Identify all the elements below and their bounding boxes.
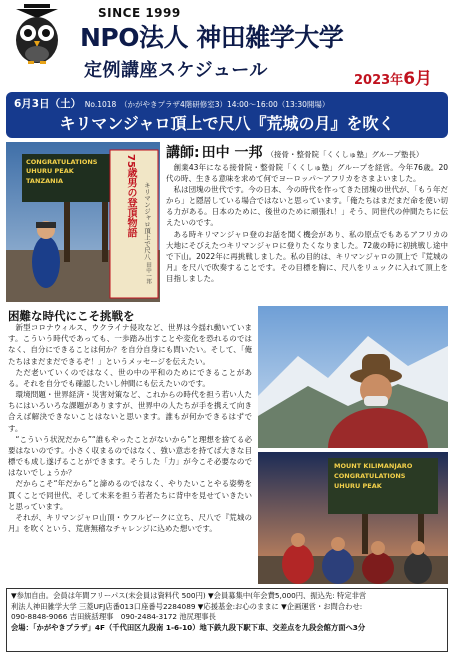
year-label: 2023年 <box>354 73 404 88</box>
since-label: SINCE 1999 <box>98 6 181 20</box>
lecture-banner <box>6 92 448 138</box>
section-heading: 困難な時代にこそ挑戦を <box>8 309 135 323</box>
body-paragraph: ただ老いていくのではなく、世の中の平和のためにできることがある。それを自分でも確認したいし仲間にも伝えたいのです。 <box>8 367 252 388</box>
lecturer-label: 講師 <box>166 145 194 161</box>
summit-sign-text <box>26 158 97 186</box>
lecturer-name: 田中 一邦 <box>201 145 263 161</box>
body-paragraph: 環境問題・世界経済・災害対策など、これからの時代を担う若い人たちにはいろいろな課題がありますが、世界中の人たちが手を携えて向き合えば解決できないことはないと思います。誰もが何かできるはずです。 <box>8 390 252 433</box>
owl-logo-icon <box>6 4 68 66</box>
section-body <box>8 322 252 534</box>
sign-line2: UHURU PEAK <box>26 167 74 176</box>
sign-line3: TANZANIA <box>26 176 64 185</box>
body-paragraph: だからこそ“年だから”と諦めるのではなく、やりたいことやる姿勢を貫くことで同世代、そして未来を担う若者たちに背中を見せていきたいと思っています。 <box>8 479 252 511</box>
lecture-title: キリマンジャロ頂上で尺八『荒城の月』を吹く <box>59 114 395 133</box>
body-paragraph: それが、キリマンジャロ山頂・ウフルピークに立ち、尺八で『荒城の月』を吹くという、荒唐無稽なチャレンジに込めた想いです。 <box>8 512 252 534</box>
book-subtitle: キリマンジャロ頂上で尺八 <box>143 182 151 260</box>
profile-paragraph: ある時キリマンジャロ登のお話を聞く機会があり、私の原点でもあるアフリカの大地にそびえたつキリマンジャロに登りたくなりました。72歳の時に初挑戦し途中で下山。2022年に再挑戦しました。私の目的は、キリマンジャロの頂上で『荒城の月』を尺八で吹奏することです。その目標を胸に、尺八をリュックに入れて頂上を目指しました。 <box>166 229 448 283</box>
book-title: 75歳男の登頂物語 <box>125 154 136 238</box>
profile-paragraph: 創業43年になる接骨院・整骨院「くくしゅ塾」グループを経営。今年76歳。20代の時、生きる意味を求めて何でヨーロッパ～アフリカをさまよいました。 <box>166 163 448 184</box>
sign-line1: CONGRATULATIONS <box>26 158 98 166</box>
lecturer-portrait-photo <box>258 306 448 448</box>
lecturer-heading <box>166 142 423 162</box>
month-label: 6月 <box>403 69 433 89</box>
footer-line: ▼参加自由。会員は年間フリーパス(未会員は資料代 500円) ▼会員募集中(年会費5,000円、振込先: 特定非営 <box>11 591 367 600</box>
year-month <box>354 64 432 89</box>
summit-group-photo <box>258 452 448 584</box>
lecture-date: 6月3日（土） <box>14 98 82 110</box>
profile-paragraph: 私は団塊の世代です。今の日本、今の時代を作ってきた団塊の世代が、「もう年だから」と隠居している場合ではないと思っています。「俺たちはまだまだ命を使い切る力がある。日本のために、後世のために頑張れ！」そう、同世代の仲間たちに伝えたいのです。 <box>166 185 448 228</box>
lecture-date-line <box>14 96 329 111</box>
summit-photo-with-book <box>6 142 160 302</box>
org-name: NPO法人 神田雑学大学 <box>80 23 344 52</box>
summit-sign-text <box>334 462 412 491</box>
footer-line: 090-8848-9066 吉田統括理事 090-2484-3172 池尻理事長 <box>11 612 216 622</box>
lecture-venue-time: （かがやきプラザ4階研修室3）14:00～16:00（13:30開場） <box>119 100 330 109</box>
page-subtitle: 定例講座スケジュール <box>84 60 268 81</box>
sign-line3: UHURU PEAK <box>334 481 382 490</box>
lecturer-title: （接骨・整骨院「くくしゅ塾」グループ塾長） <box>266 150 424 159</box>
sign-line2: CONGRATULATIONS <box>334 471 406 480</box>
footer-line: 利法人神田雑学大学 三菱UFJ店番013口座番号2284089 ▼応援基金:お心のままに ▼企画運営・お問合わせ: <box>11 601 363 611</box>
lecturer-profile <box>166 162 448 284</box>
footer-venue-line: 会場：「かがやきプラザ」4F（千代田区九段南 1-6-10）地下鉄九段下駅下車、交差点を九段会館方面へ3分 <box>11 622 366 632</box>
colon: : <box>194 145 200 161</box>
lecture-number: No.1018 <box>84 100 117 109</box>
book-author: 田中一邦 <box>145 262 151 284</box>
body-paragraph: “こういう状況だから”“誰もやったことがないから”と理想を捨てる必要はないのです。小さく収まるのではなく、強い意志を持てば大きな目標でも成し遂げることができます。そうした「力」が今こそ必要なのではないでしょうか？ <box>8 434 252 478</box>
body-paragraph: 新型コロナウィルス、ウクライナ侵攻など、世界は今揺れ動いています。こういう時代であっても、一歩踏み出すことや変化を恐れるのではなく、自分にできることは何か？を自分自身にも問いたい。そして、「俺たちはまだまだできるぞ！」というメッセージを伝えたい。 <box>8 323 252 366</box>
footer-info-box <box>6 588 448 652</box>
sign-line1: MOUNT KILIMANJARO <box>334 462 413 470</box>
